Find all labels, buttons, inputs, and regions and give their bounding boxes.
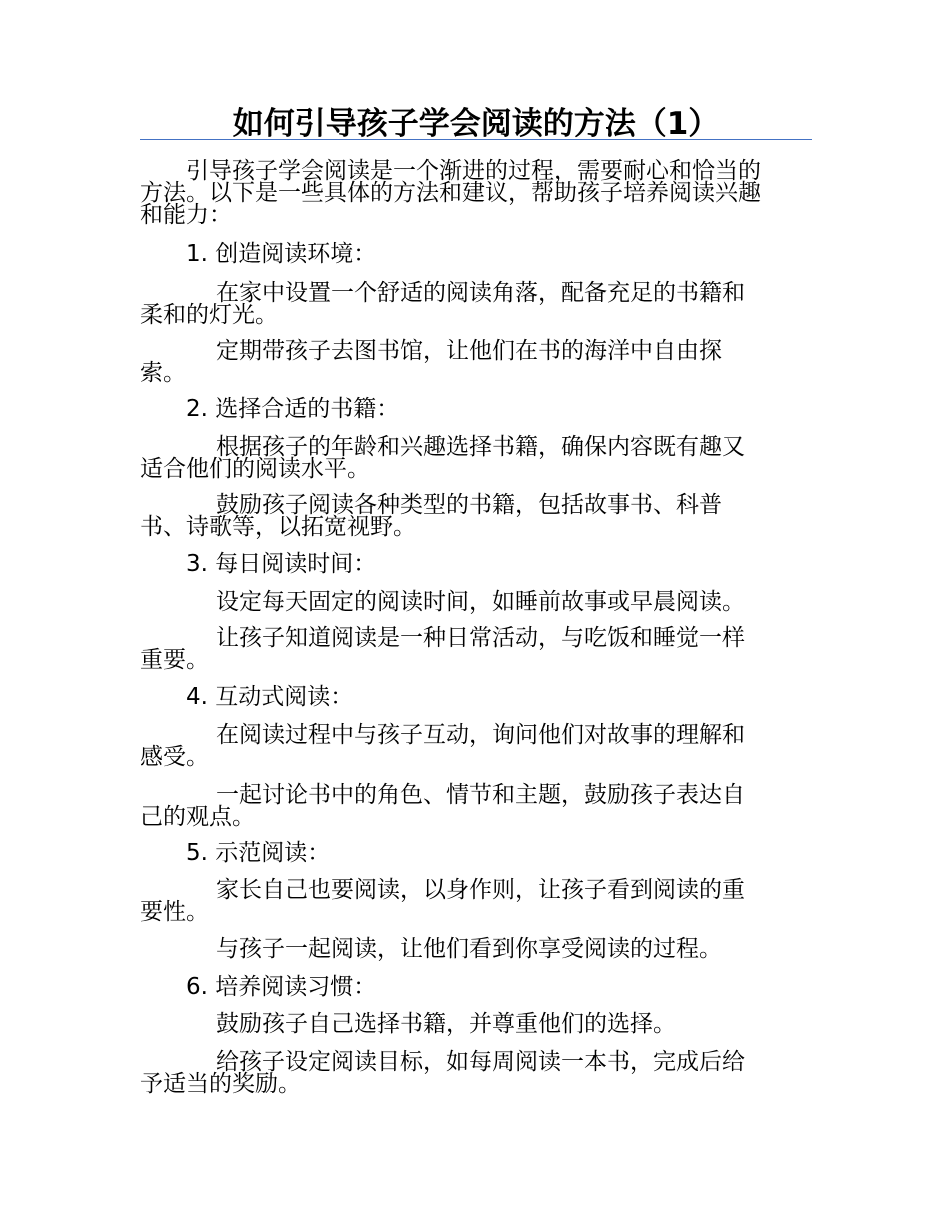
section-heading (140, 243, 812, 265)
section-heading (140, 686, 812, 708)
item-line: 家长自己也要阅读，以身作则，让孩子看到阅读的重 (216, 877, 745, 903)
item-line: 感受。 (140, 744, 209, 770)
document-title: 如何引导孩子学会阅读的方法（1） (232, 106, 720, 142)
section-item (140, 282, 812, 326)
intro-line: 引导孩子学会阅读是一个渐进的过程，需要耐心和恰当的 (186, 158, 761, 184)
section-item (140, 494, 812, 538)
section-item (140, 784, 812, 828)
title-underline (140, 139, 812, 140)
item-line: 索。 (140, 360, 186, 386)
section-heading-text: 6. 培养阅读习惯： (186, 974, 377, 1000)
item-line: 要性。 (140, 899, 209, 925)
section-heading-text: 2. 选择合适的书籍： (186, 396, 400, 422)
intro-line: 和能力： (140, 202, 232, 228)
item-line: 柔和的灯光。 (140, 302, 278, 328)
item-line: 己的观点。 (140, 804, 255, 830)
section-item (140, 938, 812, 960)
item-line: 定期带孩子去图书馆，让他们在书的海洋中自由探 (216, 338, 722, 364)
section-heading-text: 5. 示范阅读： (186, 840, 331, 866)
item-line: 给孩子设定阅读目标，如每周阅读一本书，完成后给 (216, 1049, 745, 1075)
section-item (140, 340, 812, 384)
section-heading-text: 1. 创造阅读环境： (186, 241, 377, 267)
section-heading-text: 3. 每日阅读时间： (186, 551, 377, 577)
section-item (140, 591, 812, 613)
section-heading (140, 398, 812, 420)
item-line: 一起讨论书中的角色、情节和主题，鼓励孩子表达自 (216, 782, 745, 808)
item-line: 适合他们的阅读水平。 (140, 456, 370, 482)
item-line: 让孩子知道阅读是一种日常活动，与吃饭和睡觉一样 (216, 625, 745, 651)
item-line: 重要。 (140, 647, 209, 673)
section-item (140, 627, 812, 671)
section-heading-text: 4. 互动式阅读： (186, 684, 354, 710)
section-item (140, 724, 812, 768)
item-line: 鼓励孩子自己选择书籍，并尊重他们的选择。 (216, 1011, 676, 1037)
section-item (140, 1051, 812, 1095)
item-line: 予适当的奖励。 (140, 1071, 301, 1097)
intro-line: 方法。以下是一些具体的方法和建议，帮助孩子培养阅读兴趣 (140, 180, 761, 206)
item-line: 根据孩子的年龄和兴趣选择书籍，确保内容既有趣又 (216, 434, 745, 460)
item-line: 鼓励孩子阅读各种类型的书籍，包括故事书、科普 (216, 492, 722, 518)
item-line: 书、诗歌等，以拓宽视野。 (140, 514, 416, 540)
section-heading (140, 842, 812, 864)
section-item (140, 879, 812, 923)
section-item (140, 1013, 812, 1035)
intro-paragraph (140, 160, 812, 226)
section-item (140, 436, 812, 480)
item-line: 在阅读过程中与孩子互动，询问他们对故事的理解和 (216, 722, 745, 748)
section-heading (140, 553, 812, 575)
section-heading (140, 976, 812, 998)
item-line: 设定每天固定的阅读时间，如睡前故事或早晨阅读。 (216, 589, 745, 615)
item-line: 与孩子一起阅读，让他们看到你享受阅读的过程。 (216, 936, 722, 962)
item-line: 在家中设置一个舒适的阅读角落，配备充足的书籍和 (216, 280, 745, 306)
